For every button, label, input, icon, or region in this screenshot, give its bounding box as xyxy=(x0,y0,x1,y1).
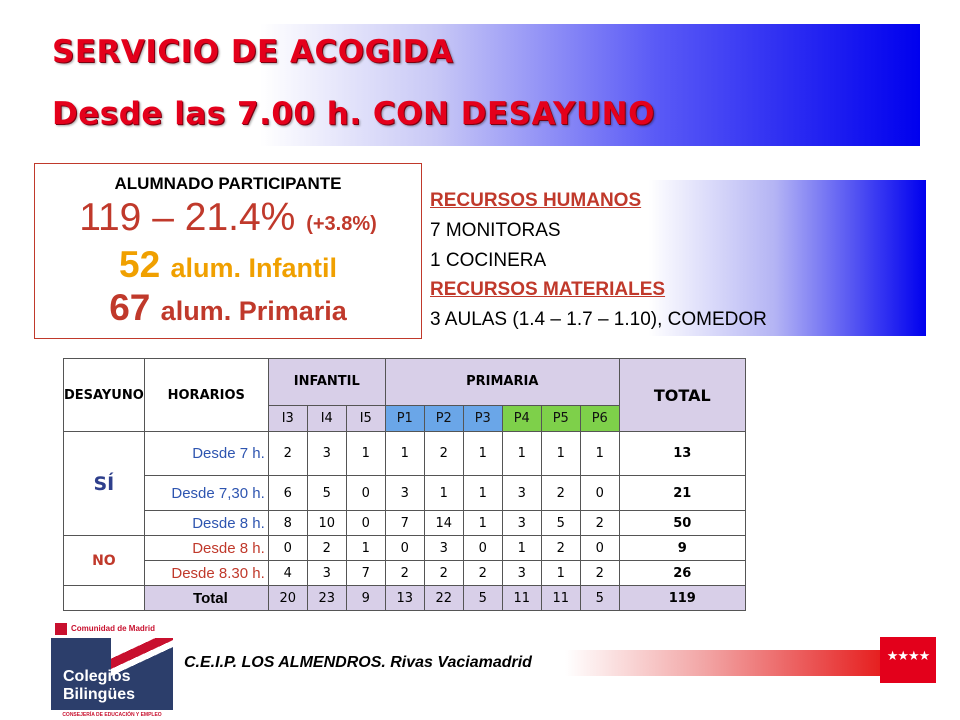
value-cell: 5 xyxy=(541,511,580,536)
value-cell: 1 xyxy=(580,432,619,476)
row-total-cell: 50 xyxy=(619,511,745,536)
horario-cell: Desde 8.30 h. xyxy=(144,561,268,586)
header-desayuno: DESAYUNO xyxy=(64,359,145,432)
table-row xyxy=(64,432,746,476)
value-cell: 1 xyxy=(463,511,502,536)
primaria-label: alum. Primaria xyxy=(160,296,347,326)
logo-name-line1: Colegios xyxy=(63,668,131,685)
total-value-cell: 22 xyxy=(424,586,463,611)
value-cell: 3 xyxy=(424,536,463,561)
total-value-cell: 11 xyxy=(541,586,580,611)
group-label-si: SÍ xyxy=(64,432,145,536)
totals-label: Total xyxy=(144,586,268,611)
value-cell: 14 xyxy=(424,511,463,536)
value-cell: 2 xyxy=(541,536,580,561)
total-value-cell: 20 xyxy=(268,586,307,611)
madrid-flag-icon xyxy=(880,637,936,683)
value-cell: 3 xyxy=(307,432,346,476)
total-percent: 21.4% xyxy=(184,196,296,239)
material-resource-item: 3 AULAS (1.4 – 1.7 – 1.10), COMEDOR xyxy=(430,309,767,330)
value-cell: 1 xyxy=(463,476,502,511)
level-header: I5 xyxy=(346,405,385,431)
value-cell: 3 xyxy=(502,511,541,536)
human-resource-item: 1 COCINERA xyxy=(430,250,547,271)
colegios-bilingues-logo xyxy=(51,620,173,720)
logo-name-line2: Bilingües xyxy=(63,686,136,703)
infantil-count-line xyxy=(35,244,421,286)
value-cell: 10 xyxy=(307,511,346,536)
table-row xyxy=(64,476,746,511)
row-total-cell: 21 xyxy=(619,476,745,511)
value-cell: 1 xyxy=(541,432,580,476)
value-cell: 3 xyxy=(502,476,541,511)
value-cell: 2 xyxy=(268,432,307,476)
primaria-count: 67 xyxy=(109,287,151,328)
value-cell: 1 xyxy=(502,432,541,476)
value-cell: 3 xyxy=(502,561,541,586)
horario-cell: Desde 8 h. xyxy=(144,536,268,561)
logo-name xyxy=(63,668,135,704)
participants-box xyxy=(34,163,422,339)
totals-row xyxy=(64,586,746,611)
horario-cell: Desde 8 h. xyxy=(144,511,268,536)
footer-bar xyxy=(180,650,880,676)
value-cell: 8 xyxy=(268,511,307,536)
header-primaria: PRIMARIA xyxy=(385,359,619,406)
value-cell: 1 xyxy=(502,536,541,561)
value-cell: 1 xyxy=(541,561,580,586)
total-value-cell: 11 xyxy=(502,586,541,611)
value-cell: 0 xyxy=(346,511,385,536)
level-header: P3 xyxy=(463,405,502,431)
total-value-cell: 23 xyxy=(307,586,346,611)
value-cell: 2 xyxy=(541,476,580,511)
value-cell: 5 xyxy=(307,476,346,511)
level-header: I4 xyxy=(307,405,346,431)
value-cell: 7 xyxy=(385,511,424,536)
resources-panel xyxy=(422,180,926,336)
banner-title: SERVICIO DE ACOGIDA xyxy=(52,34,454,70)
totals-empty-cell xyxy=(64,586,145,611)
level-header: P5 xyxy=(541,405,580,431)
total-change: (+3.8%) xyxy=(306,213,377,235)
value-cell: 1 xyxy=(346,432,385,476)
value-cell: 2 xyxy=(580,561,619,586)
grand-total-cell: 119 xyxy=(619,586,745,611)
primaria-count-line xyxy=(35,287,421,329)
human-resources-title: RECURSOS HUMANOS xyxy=(430,190,642,211)
value-cell: 1 xyxy=(463,432,502,476)
logo-top-text: Comunidad de Madrid xyxy=(71,624,155,633)
infantil-label: alum. Infantil xyxy=(170,253,337,283)
value-cell: 2 xyxy=(307,536,346,561)
value-cell: 0 xyxy=(580,536,619,561)
infantil-count: 52 xyxy=(119,244,161,285)
value-cell: 3 xyxy=(307,561,346,586)
logo-subtitle: CONSEJERÍA DE EDUCACIÓN Y EMPLEO xyxy=(51,710,173,720)
value-cell: 2 xyxy=(385,561,424,586)
header-horarios: HORARIOS xyxy=(144,359,268,432)
horario-cell: Desde 7,30 h. xyxy=(144,476,268,511)
participants-total xyxy=(35,196,421,240)
total-separator: – xyxy=(152,196,174,239)
value-cell: 7 xyxy=(346,561,385,586)
value-cell: 1 xyxy=(346,536,385,561)
table-row xyxy=(64,536,746,561)
comunidad-madrid-strip xyxy=(51,620,173,638)
value-cell: 2 xyxy=(463,561,502,586)
total-value-cell: 5 xyxy=(580,586,619,611)
value-cell: 0 xyxy=(580,476,619,511)
participants-heading: ALUMNADO PARTICIPANTE xyxy=(114,174,342,193)
madrid-mark-icon xyxy=(55,623,67,635)
value-cell: 6 xyxy=(268,476,307,511)
value-cell: 3 xyxy=(385,476,424,511)
table-row xyxy=(64,511,746,536)
value-cell: 0 xyxy=(385,536,424,561)
school-name: C.E.I.P. LOS ALMENDROS. Rivas Vaciamadrid xyxy=(184,654,532,671)
material-resources-title: RECURSOS MATERIALES xyxy=(430,279,666,300)
level-header: P1 xyxy=(385,405,424,431)
row-total-cell: 13 xyxy=(619,432,745,476)
value-cell: 2 xyxy=(424,432,463,476)
title-banner xyxy=(40,24,920,146)
value-cell: 2 xyxy=(424,561,463,586)
total-count: 119 xyxy=(79,196,142,239)
human-resource-item: 7 MONITORAS xyxy=(430,220,561,241)
header-total: TOTAL xyxy=(619,359,745,432)
value-cell: 2 xyxy=(580,511,619,536)
level-header: P4 xyxy=(502,405,541,431)
level-header: P6 xyxy=(580,405,619,431)
value-cell: 1 xyxy=(385,432,424,476)
table-row xyxy=(64,561,746,586)
value-cell: 4 xyxy=(268,561,307,586)
level-header: I3 xyxy=(268,405,307,431)
value-cell: 0 xyxy=(463,536,502,561)
total-value-cell: 9 xyxy=(346,586,385,611)
total-value-cell: 13 xyxy=(385,586,424,611)
level-header: P2 xyxy=(424,405,463,431)
row-total-cell: 26 xyxy=(619,561,745,586)
total-value-cell: 5 xyxy=(463,586,502,611)
flag-stars: ★★★★ xyxy=(886,648,930,663)
row-total-cell: 9 xyxy=(619,536,745,561)
value-cell: 1 xyxy=(424,476,463,511)
banner-subtitle: Desde las 7.00 h. CON DESAYUNO xyxy=(52,96,655,132)
value-cell: 0 xyxy=(346,476,385,511)
header-infantil: INFANTIL xyxy=(268,359,385,406)
horario-cell: Desde 7 h. xyxy=(144,432,268,476)
group-label-no: NO xyxy=(64,536,145,586)
attendance-table xyxy=(63,358,746,611)
value-cell: 0 xyxy=(268,536,307,561)
